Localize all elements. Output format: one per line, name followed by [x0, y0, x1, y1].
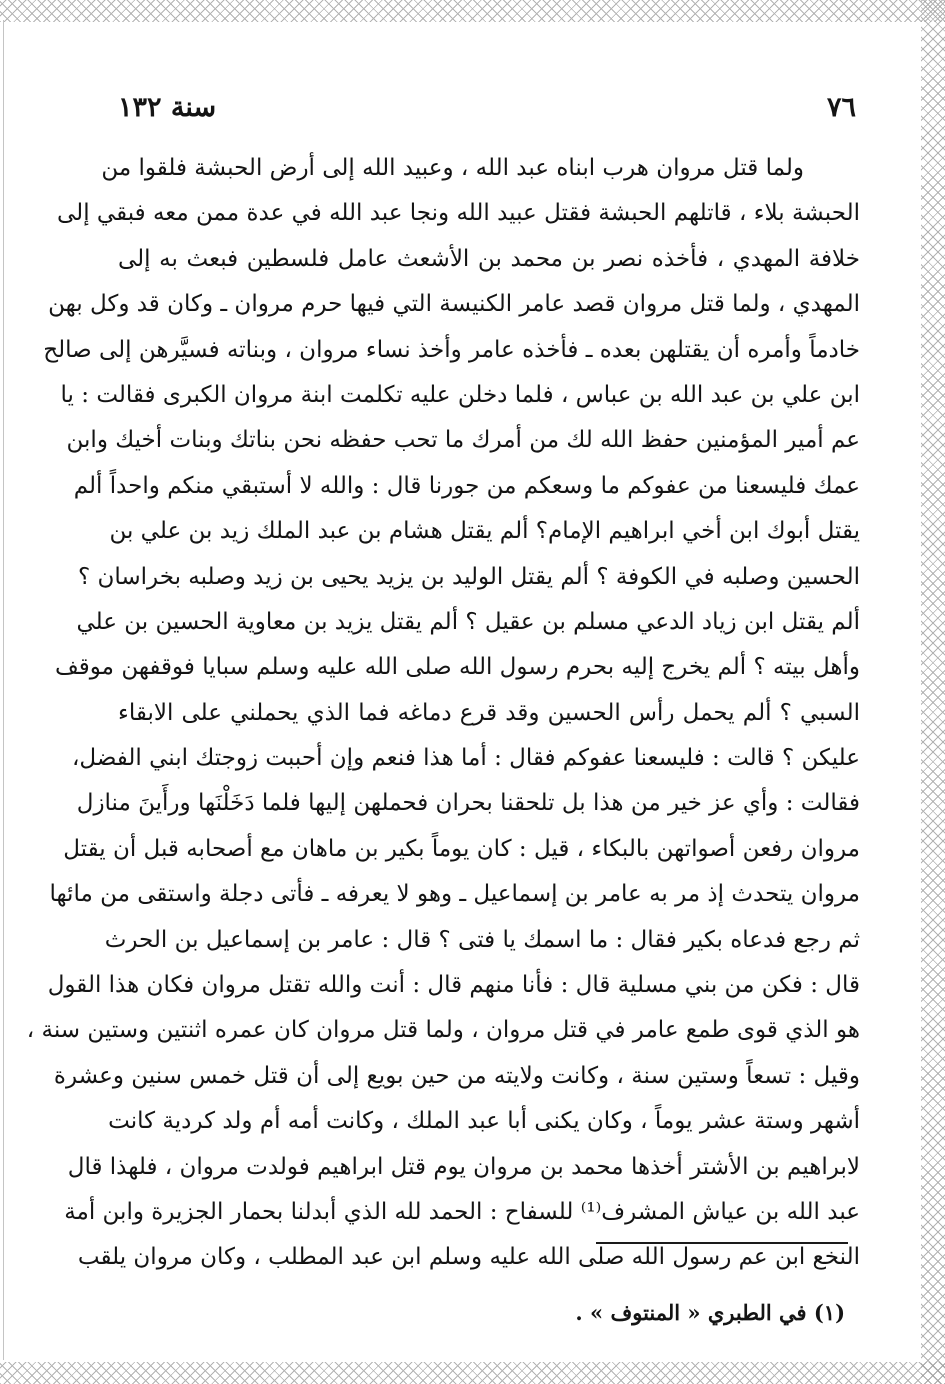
text-line: خلافة المهدي ، فأخذه نصر بن محمد بن الأشعث عامل فلسطين فبعث به إلى	[118, 245, 860, 272]
text-line: الحسين وصلبه في الكوفة ؟ ألم يقتل الوليد بن يزيد يحيى بن زيد وصلبه بخراسان ؟	[77, 563, 860, 590]
text-line: مروان يتحدث إذ مر به عامر بن إسماعيل ـ وهو لا يعرفه ـ فأتى دجلة واستقى من مائها	[49, 881, 860, 908]
decorative-border-right	[921, 0, 945, 1384]
text-line: وقيل : تسعاً وستين سنة ، وكانت ولايته من حين بويع إلى أن قتل خمس سنين وعشرة	[53, 1062, 860, 1089]
text-line: ألم يقتل ابن زياد الدعي مسلم بن عقيل ؟ ألم يقتل يزيد بن معاوية الحسين بن علي	[76, 608, 860, 635]
text-line: هو الذي قوى طمع عامر في قتل مروان ، ولما قتل مروان كان عمره اثنتين وستين سنة ،	[26, 1017, 860, 1044]
text-line: يقتل أبوك ابن أخي ابراهيم الإمام؟ ألم يقتل هشام بن عبد الملك زيد بن علي بن	[109, 518, 860, 545]
text-line: لابراهيم بن الأشتر أخذها محمد بن مروان يوم قتل ابراهيم فولدت مروان ، فلهذا قال	[67, 1153, 860, 1180]
page-edge-line	[3, 20, 4, 1360]
text-line: عبد الله بن عياش المشرف⁽¹⁾ للسفاح : الحمد لله الذي أبدلنا بحمار الجزيرة وابن أمة	[64, 1198, 860, 1225]
footnote-divider	[596, 1242, 848, 1244]
text-line: المهدي ، ولما قتل مروان قصد عامر الكنيسة التي فيها حرم مروان ـ وكان قد وكل بهن	[48, 291, 860, 318]
text-line: قال : فكن من بني مسلية قال : فأنا منهم قال : أنت والله تقتل مروان فكان هذا القول	[47, 972, 860, 999]
decorative-border-top	[0, 0, 945, 22]
text-line: عليكن ؟ قالت : فليسعنا عفوكم فقال : أما هذا فنعم وإن أحببت زوجتك ابني الفضل،	[72, 745, 860, 772]
main-text	[26, 146, 860, 1281]
text-line: ابن علي بن عبد الله بن عباس ، فلما دخلن عليه تكلمت ابنة مروان الكبرى فقالت : يا	[60, 381, 860, 408]
text-line: مروان رفعن أصواتهن بالبكاء ، قيل : كان يوماً بكير بن ماهان مع أصحابه قبل أن يقتل	[63, 835, 860, 862]
decorative-border-bottom	[0, 1362, 945, 1384]
text-line: ولما قتل مروان هرب ابناه عبد الله ، وعبيد الله إلى أرض الحبشة فلقوا من	[101, 155, 804, 181]
page-number: ٧٦	[826, 92, 856, 123]
text-line: عم أمير المؤمنين حفظ الله لك من أمرك ما تحب حفظه نحن بناتك وبنات أخيك وابن	[66, 427, 860, 454]
footnote: (١) في الطبري « المنتوف » .	[575, 1300, 845, 1325]
text-line: خادماً وأمره أن يقتلهن بعده ـ فأخذه عامر وأخذ نساء مروان ، وبناته فسيَّرهن إلى صالح	[43, 336, 860, 363]
text-line: وأهل بيته ؟ ألم يخرج إليه بحرم رسول الله صلى الله عليه وسلم سبايا فوقفهن موقف	[55, 654, 860, 681]
text-line: النخع ابن عم رسول الله صلى الله عليه وسلم ابن عبد المطلب ، وكان مروان يلقب	[77, 1244, 860, 1271]
text-line: ثم رجع فدعاه بكير فقال : ما اسمك يا فتى ؟ قال : عامر بن إسماعيل بن الحرث	[104, 926, 860, 953]
text-line: فقالت : وأي عز خير من هذا بل تلحقنا بحران فحملهن إليها فلما دَخَلْنَها ورأَينَ منازل	[76, 790, 860, 817]
text-line: أشهر وستة عشر يوماً ، وكان يكنى أبا عبد الملك ، وكانت أمه أم ولد كردية كانت	[108, 1108, 860, 1135]
running-head: سنة ١٣٢	[118, 92, 217, 123]
text-line: عمك فليسعنا من عفوكم ما وسعكم من جورنا قال : والله لا أستبقي منكم واحداً ألم	[73, 472, 860, 499]
text-line: الحبشة بلاء ، قاتلهم الحبشة فقتل عبيد الله ونجا عبد الله في عدة ممن معه فبقي إلى	[57, 200, 860, 227]
text-line: السبي ؟ ألم يحمل رأس الحسين وقد قرع دماغه فما الذي يحملني على الابقاء	[118, 699, 860, 726]
page-header	[118, 92, 860, 132]
